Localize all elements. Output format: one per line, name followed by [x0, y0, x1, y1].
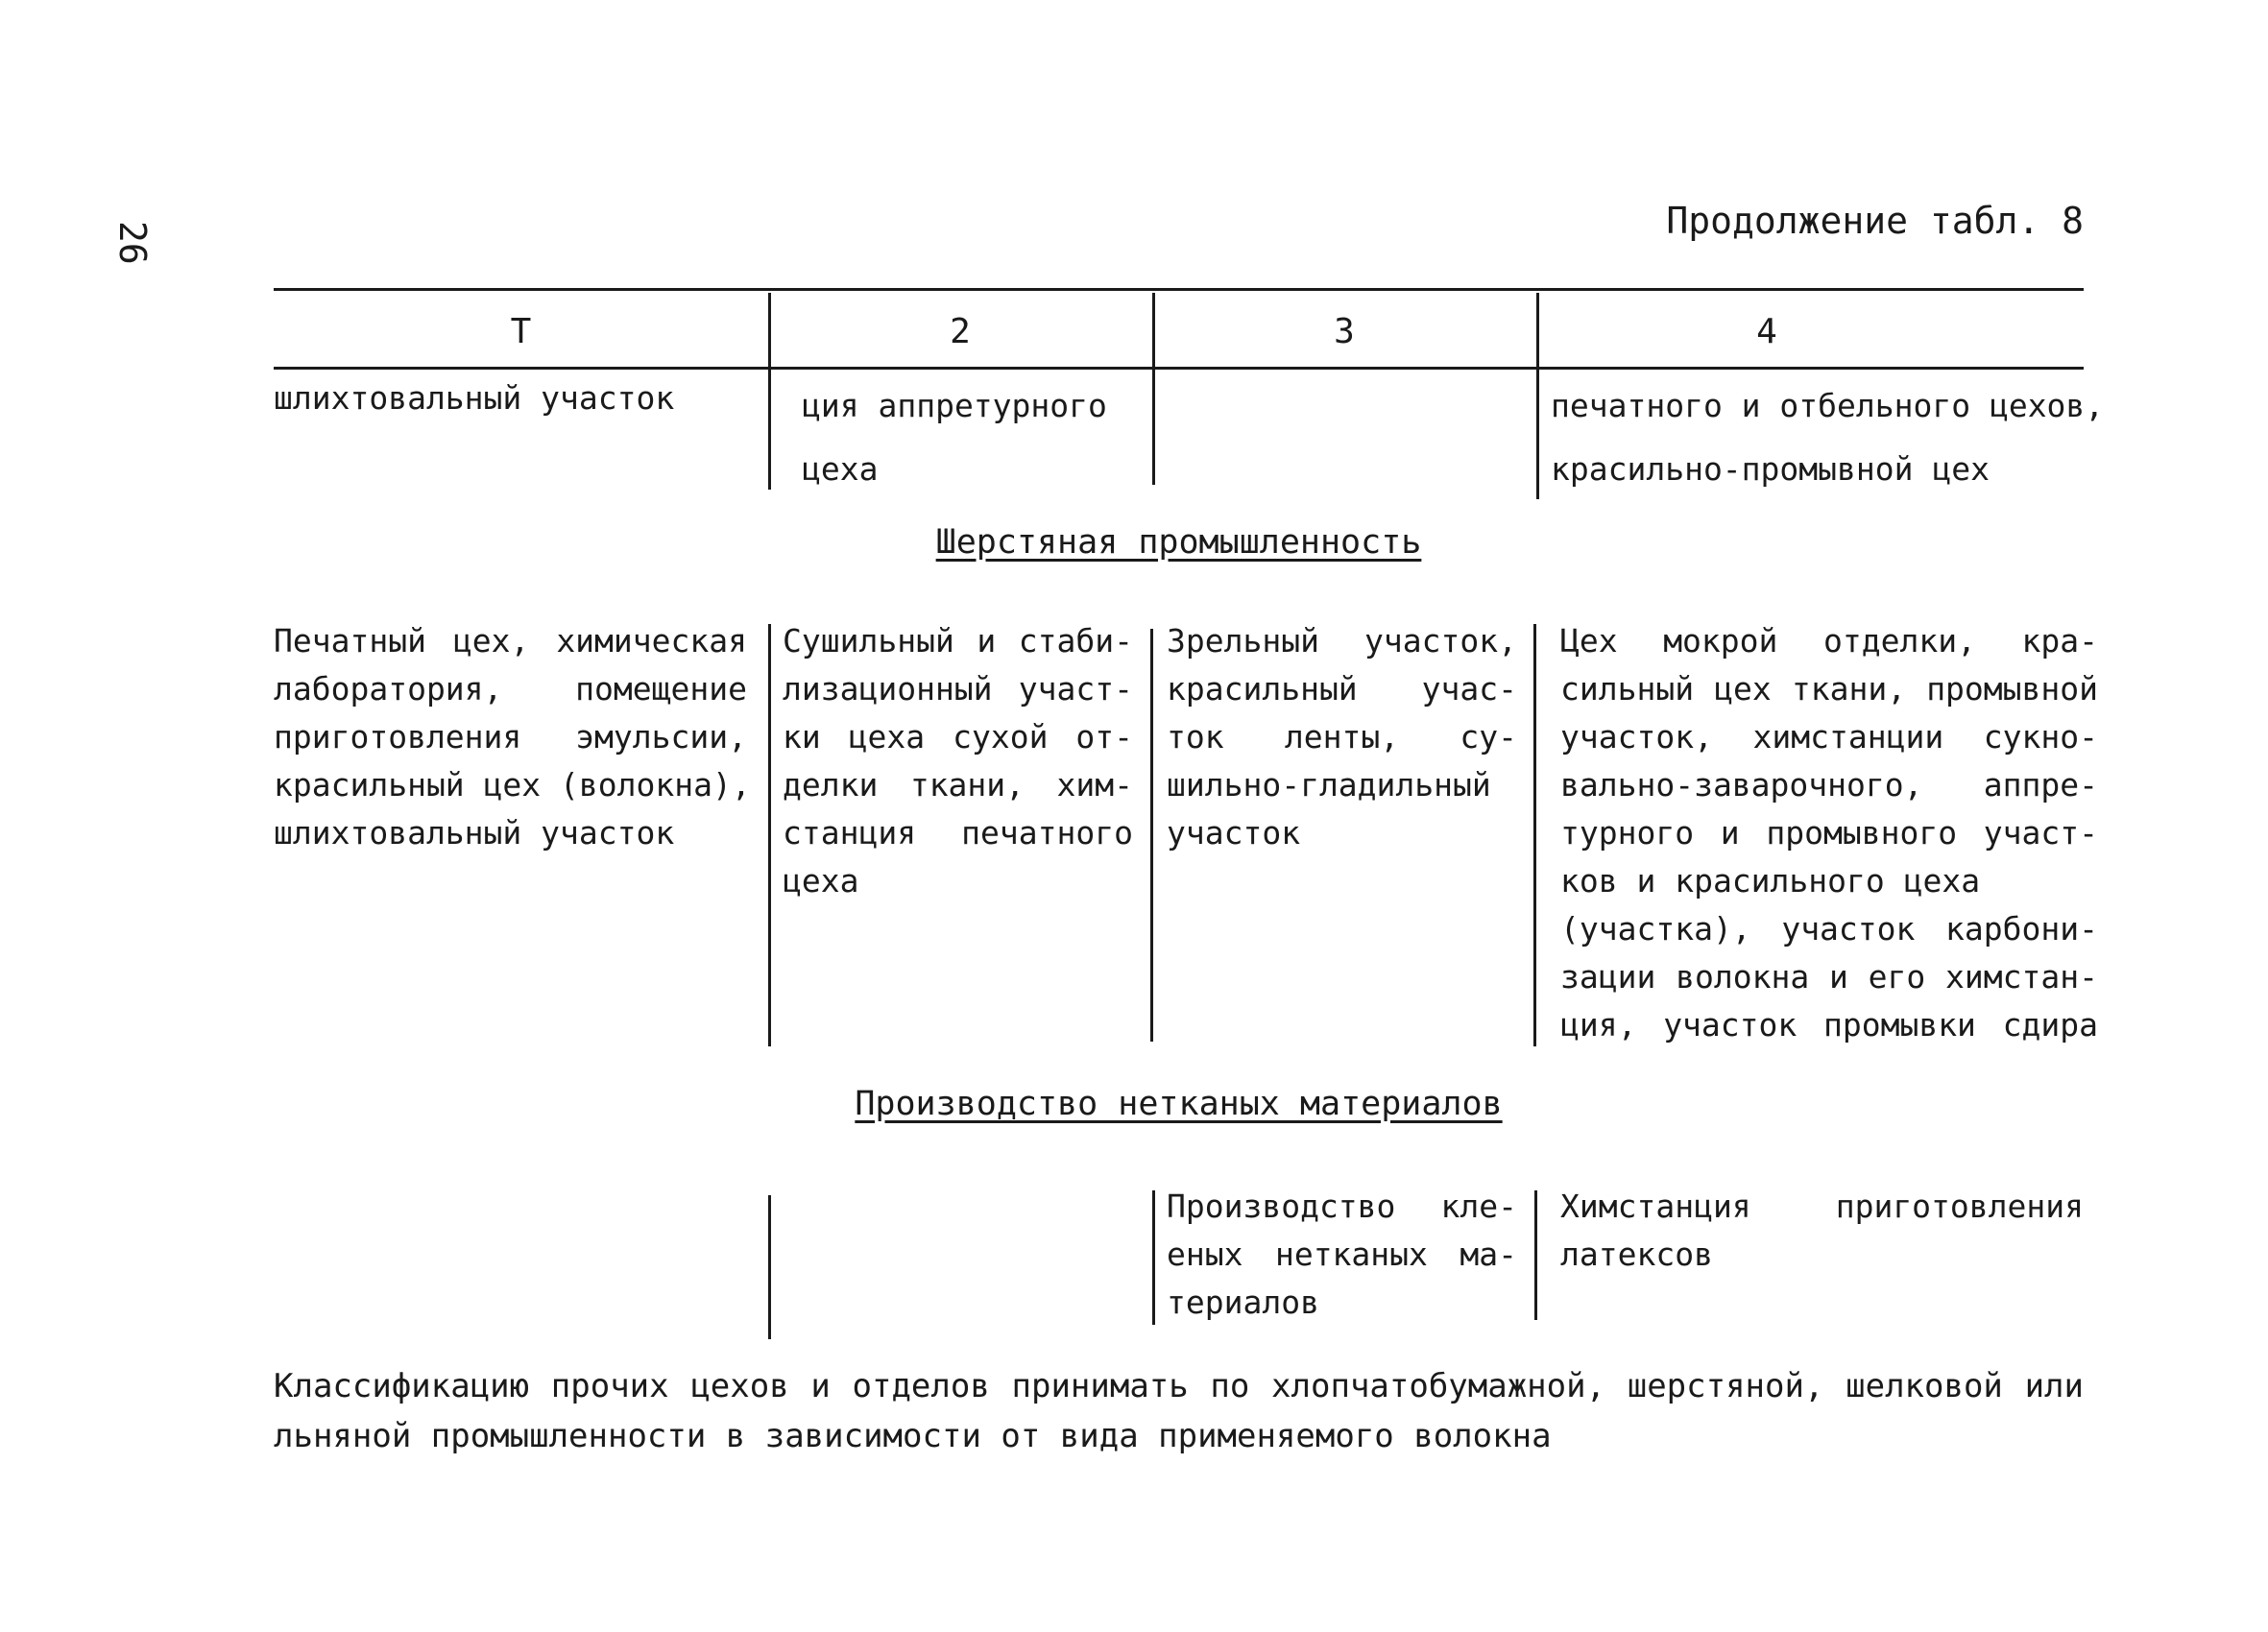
wool-cell-4 — [1560, 617, 2098, 1049]
text-line: Химстанция приготовления — [1560, 1188, 2084, 1225]
col-divider — [1150, 629, 1153, 1042]
header-col-1: Т — [510, 312, 532, 351]
table-header-rule — [274, 367, 2084, 370]
page-number: 26 — [111, 221, 154, 265]
nonwoven-cell-3 — [1167, 1183, 1517, 1327]
text-line: латексов — [1560, 1236, 1713, 1273]
text-line: Печатный цех, химическая — [274, 622, 747, 660]
text-line: Сушильный и стаби- — [783, 622, 1133, 660]
text-line: ков и красильного цеха — [1560, 862, 1981, 900]
col-divider — [768, 293, 771, 490]
section-title-nonwoven: Производство нетканых материалов — [855, 1085, 1503, 1123]
text-line: красильный учас- — [1167, 670, 1517, 708]
text-line: (участка), участок карбони- — [1560, 910, 2098, 948]
text-line: цеха — [802, 450, 879, 488]
text-line: печатного и отбельного цехов, — [1551, 387, 2105, 424]
col-divider — [1536, 293, 1539, 499]
col-divider — [768, 1195, 771, 1339]
text-line: ция, участок промывки сдира — [1560, 1006, 2098, 1044]
cont-cell-4 — [1551, 374, 2104, 501]
text-line: красильно-промывной цех — [1551, 450, 1990, 488]
text-line: ток ленты, су- — [1167, 718, 1517, 756]
text-line: шлихтовальный участок — [274, 379, 675, 417]
text-line: цеха — [783, 862, 859, 900]
section-title-wool: Шерстяная промышленность — [935, 523, 1422, 562]
col-divider — [1533, 624, 1536, 1046]
text-line: участок, химстанции сукно- — [1560, 718, 2098, 756]
wool-cell-1 — [274, 617, 751, 857]
wool-cell-2 — [783, 617, 1133, 905]
text-line: Цех мокрой отделки, кра- — [1560, 622, 2098, 660]
col-divider — [1152, 293, 1155, 485]
footnote-line-1: Классификацию прочих цехов и отделов принимать по хлопчатобумажной, шерстяной, шелковой или — [274, 1367, 2084, 1405]
text-line: приготовления эмульсии, — [274, 718, 747, 756]
text-line: турного и промывного участ- — [1560, 814, 2098, 852]
text-line: участок — [1167, 814, 1301, 852]
table-caption: Продолжение табл. 8 — [1666, 200, 2084, 242]
text-line: лаборатория, помещение — [274, 670, 747, 708]
text-line: ки цеха сухой от- — [783, 718, 1133, 756]
cont-cell-1 — [274, 374, 674, 422]
text-line: шлихтовальный участок — [274, 814, 675, 852]
text-line: Зрельный участок, — [1167, 622, 1517, 660]
wool-cell-3 — [1167, 617, 1517, 857]
cont-cell-2 — [802, 374, 1107, 501]
header-col-4: 4 — [1756, 312, 1777, 351]
text-line: вально-заварочного, аппре- — [1560, 766, 2098, 804]
header-col-2: 2 — [950, 312, 971, 351]
table-top-rule — [274, 288, 2084, 291]
text-line: лизационный участ- — [783, 670, 1133, 708]
nonwoven-cell-4 — [1560, 1183, 2084, 1279]
col-divider — [1152, 1190, 1155, 1325]
text-line: красильный цех (волокна), — [274, 766, 751, 804]
text-line: сильный цех ткани, промывной — [1560, 670, 2098, 708]
text-line: зации волокна и его химстан- — [1560, 958, 2098, 996]
text-line: делки ткани, хим- — [783, 766, 1133, 804]
text-line: ция аппретурного — [802, 387, 1107, 424]
footnote-line-2: льняной промышленности в зависимости от вида применяемого волокна — [274, 1417, 1552, 1455]
col-divider — [1534, 1190, 1537, 1320]
text-line: шильно-гладильный — [1167, 766, 1491, 804]
text-line: еных нетканых ма- — [1167, 1236, 1517, 1273]
header-col-3: 3 — [1334, 312, 1355, 351]
text-line: териалов — [1167, 1284, 1319, 1321]
text-line: Производство кле- — [1167, 1188, 1517, 1225]
text-line: станция печатного — [783, 814, 1133, 852]
col-divider — [768, 624, 771, 1046]
